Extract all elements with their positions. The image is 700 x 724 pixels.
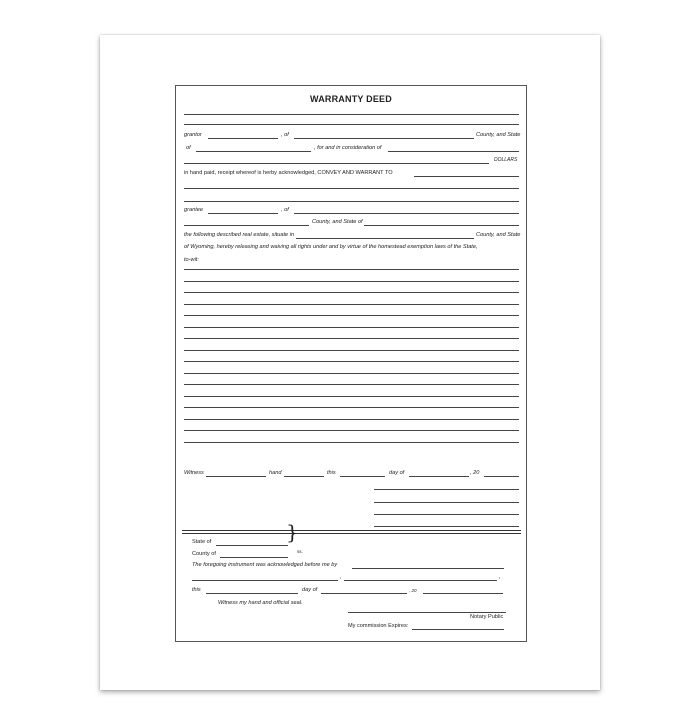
of-label-3: , of	[281, 207, 289, 213]
description-line[interactable]	[184, 350, 519, 351]
year-prefix-label-2: , 20	[409, 588, 417, 593]
year-prefix-label: , 20	[470, 470, 480, 476]
county-of-field[interactable]	[220, 557, 288, 558]
grantor-label: grantor	[184, 132, 202, 138]
this-label: this	[327, 470, 336, 476]
comma-label-2: ,	[499, 574, 501, 580]
description-line[interactable]	[184, 315, 519, 316]
real-estate-label: the following described real estate, situate in	[184, 232, 295, 238]
county-of-label: County of	[192, 551, 216, 557]
ss-label: ss.	[297, 549, 303, 554]
separator-line	[182, 533, 521, 534]
consideration-field[interactable]	[388, 151, 519, 152]
description-line[interactable]	[184, 304, 519, 305]
state-of-label: State of	[192, 539, 212, 545]
notary-day-field[interactable]	[206, 593, 298, 594]
grantee-field[interactable]	[208, 213, 278, 214]
blank-line[interactable]	[184, 188, 519, 189]
description-line[interactable]	[184, 419, 519, 420]
situate-in-field[interactable]	[296, 238, 474, 239]
dollars-label: DOLLARS	[494, 157, 518, 163]
this-label-2: this	[192, 587, 201, 593]
commission-expires-field[interactable]	[412, 629, 504, 630]
grantee-label: grantee	[184, 207, 203, 213]
notary-signature-field[interactable]	[348, 612, 506, 613]
county-state-of-label: County, and State of	[312, 219, 363, 225]
to-wit-label: to-wit:	[184, 257, 199, 263]
blank-line[interactable]	[184, 114, 519, 115]
description-line[interactable]	[184, 407, 519, 408]
notary-month-field[interactable]	[321, 593, 407, 594]
description-line[interactable]	[184, 396, 519, 397]
of-label-2: of	[186, 145, 191, 151]
state-of-field[interactable]	[216, 545, 288, 546]
signature-line[interactable]	[374, 526, 519, 527]
county-state-label-2: County, and State	[476, 232, 521, 238]
year-field[interactable]	[484, 476, 519, 477]
acknowledged-address-field[interactable]	[344, 580, 497, 581]
warranty-deed-form	[175, 85, 527, 642]
document-title: WARRANTY DEED	[310, 94, 392, 104]
separator-line	[182, 530, 521, 531]
day-of-label-2: day of	[302, 587, 318, 593]
grantor-of-field[interactable]	[294, 138, 474, 139]
grantee-of-field[interactable]	[294, 213, 519, 214]
month-field[interactable]	[409, 476, 469, 477]
description-line[interactable]	[184, 430, 519, 431]
of-label: , of	[281, 132, 289, 138]
acknowledged-by-field[interactable]	[352, 568, 504, 569]
state-field[interactable]	[196, 151, 311, 152]
description-line[interactable]	[184, 361, 519, 362]
county-state-label: County, and State	[476, 132, 521, 138]
description-line[interactable]	[184, 327, 519, 328]
description-line[interactable]	[184, 373, 519, 374]
consideration-label: , for and in consideration of	[314, 145, 382, 151]
witness-seal-text: Witness my hand and official seal.	[218, 600, 303, 606]
description-line[interactable]	[184, 292, 519, 293]
description-line[interactable]	[184, 384, 519, 385]
signature-line[interactable]	[374, 502, 519, 503]
grantor-field[interactable]	[208, 138, 278, 139]
right-brace-icon: }	[286, 520, 299, 544]
description-line[interactable]	[184, 442, 519, 443]
this-field[interactable]	[340, 476, 385, 477]
blank-line[interactable]	[184, 124, 519, 125]
description-line[interactable]	[184, 338, 519, 339]
convey-to-field[interactable]	[414, 176, 519, 177]
notary-public-label: Notary Public	[470, 614, 504, 620]
blank-line[interactable]	[184, 201, 519, 202]
hand-label: hand	[269, 470, 282, 476]
witness-field[interactable]	[206, 476, 266, 477]
signature-line[interactable]	[374, 514, 519, 515]
commission-expires-label: My commission Expires:	[348, 623, 409, 629]
day-of-label: day of	[389, 470, 405, 476]
hand-paid-text: in hand paid, receipt whereof is herby acknowledged, CONVEY AND WARRANT TO	[184, 170, 393, 176]
wyoming-text: of Wyoming, hereby releasing and waiving all rights under and by virtue of the homestead exemption laws of the State,	[184, 244, 478, 250]
foregoing-text: The foregoing instrument was acknowledged before me by	[192, 562, 338, 568]
witness-label: Witness	[184, 470, 204, 476]
dollars-field[interactable]	[184, 163, 489, 164]
hand-field[interactable]	[284, 476, 324, 477]
grantee-state-field[interactable]	[364, 225, 519, 226]
description-line[interactable]	[184, 269, 519, 270]
comma-label: ,	[340, 574, 342, 580]
acknowledged-name-field[interactable]	[192, 580, 338, 581]
signature-line[interactable]	[374, 489, 519, 490]
grantee-county-field[interactable]	[184, 225, 309, 226]
description-line[interactable]	[184, 281, 519, 282]
notary-year-field[interactable]	[423, 593, 503, 594]
